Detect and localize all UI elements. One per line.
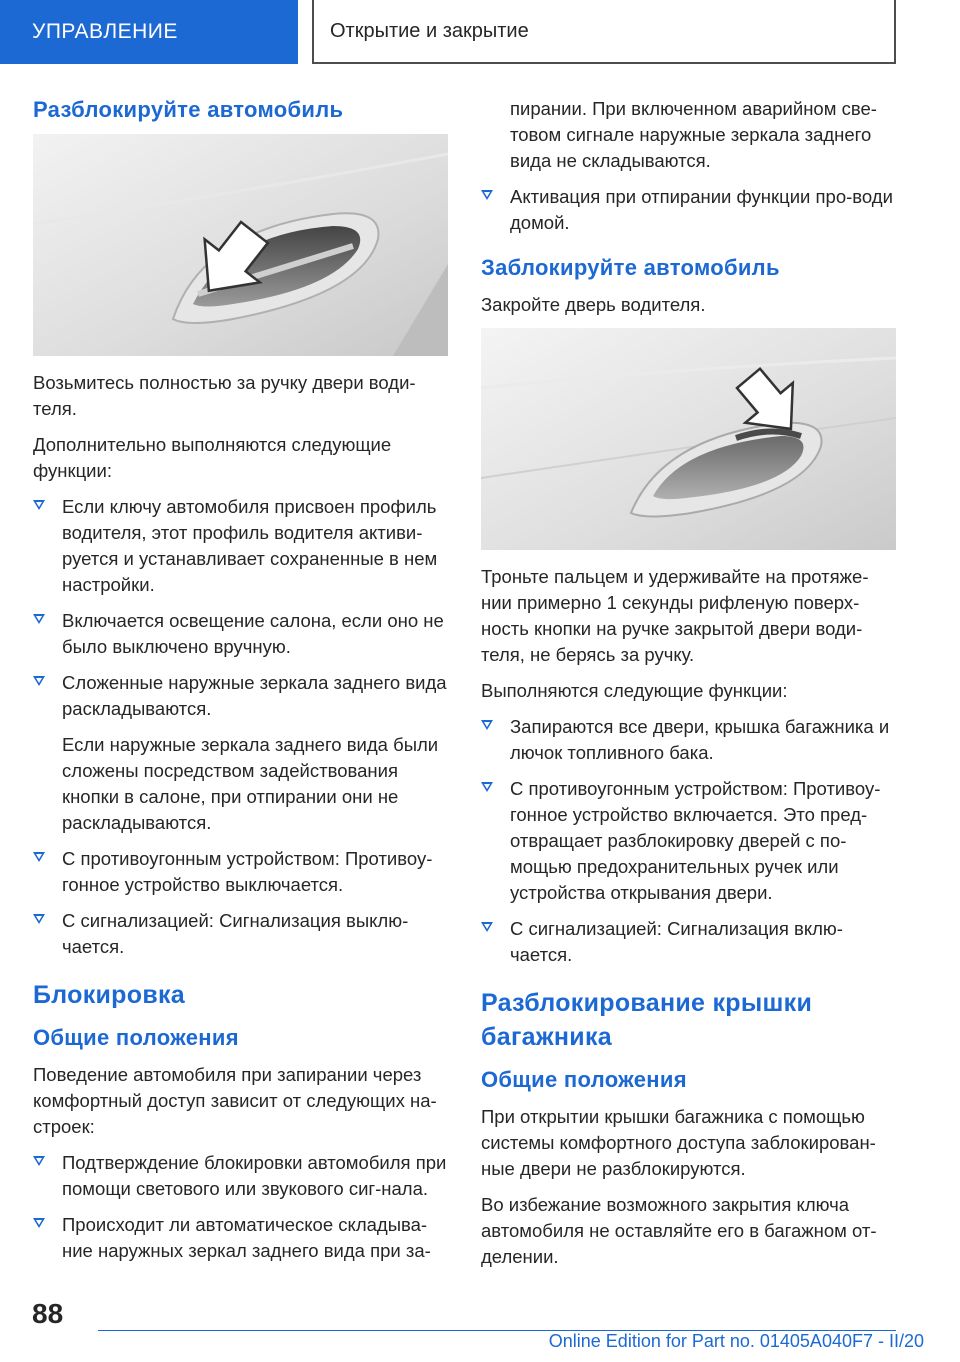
triangle-bullet-icon — [481, 782, 493, 792]
footer-edition: Online Edition for Part no. 01405A040F7 - II/20 — [548, 1331, 924, 1351]
heading-locking: Блокировка — [33, 981, 185, 1009]
heading-unlock: Разблокируйте автомобиль — [33, 97, 344, 122]
triangle-bullet-icon — [33, 614, 45, 624]
paragraph-trunk-1: При открытии крышки багажника с помощью системы комфортного доступа заблокирован-ные двери не разблокируются. — [481, 1106, 876, 1179]
heading-general: Общие положения — [481, 1067, 687, 1092]
door-handle-lock-image — [481, 328, 896, 550]
list-item: Включается освещение салона, если оно не было выключено вручную. — [33, 608, 448, 660]
list-item: С сигнализацией: Сигнализация выклю-чается. — [33, 908, 448, 960]
section-tab — [0, 0, 298, 64]
unlock-functions-list — [33, 494, 448, 722]
settings-list — [33, 1150, 448, 1264]
list-item: С противоугонным устройством: Противоу-гонное устройство включается. Это пред-отвращает разблокировку дверей с по-мощью предохранительных ручек или устройства открывания двери. — [481, 776, 896, 906]
list-item: Сложенные наружные зеркала заднего вида раскладываются. — [33, 670, 448, 722]
mirror-note: Если наружные зеркала заднего вида были сложены посредством задействования кнопки в салоне, при отпирании они не раскладываются. — [62, 734, 439, 833]
chapter-title-box — [312, 0, 896, 64]
list-item: Подтверждение блокировки автомобиля при помощи светового или звукового сиг-нала. — [33, 1150, 448, 1202]
chapter-title: Открытие и закрытие — [330, 19, 529, 42]
paragraph-trunk-2: Во избежание возможного закрытия ключа автомобиля не оставляйте его в багажном от-делении. — [481, 1194, 877, 1267]
paragraph-touch: Троньте пальцем и удерживайте на протяже-нии примерно 1 секунды рифленую поверх-ность кнопки на ручке закрытой двери води-теля, не берясь за ручку. — [481, 566, 869, 665]
home-list — [481, 184, 896, 236]
page-number: 88 — [32, 1298, 64, 1329]
list-item: Происходит ли автоматическое складыва-ние наружных зеркал заднего вида при за- — [33, 1212, 448, 1264]
triangle-bullet-icon — [481, 190, 493, 200]
triangle-bullet-icon — [33, 676, 45, 686]
unlock-functions-list-2 — [33, 846, 448, 960]
heading-lock-car: Заблокируйте автомобиль — [481, 255, 780, 280]
heading-trunk: Разблокирование крышки багажника — [481, 989, 813, 1051]
triangle-bullet-icon — [481, 720, 493, 730]
list-item: Если ключу автомобиля присвоен профиль водителя, этот профиль водителя активи-руется и устанавливает сохраненные в нем настройки. — [33, 494, 448, 598]
heading-general: Общие положения — [33, 1025, 239, 1050]
right-column — [481, 96, 896, 1280]
door-handle-unlock-image — [33, 134, 448, 356]
continued-text: пирании. При включенном аварийном све-товом сигнале наружные зеркала заднего вида не складываются. — [510, 98, 877, 171]
triangle-bullet-icon — [33, 1156, 45, 1166]
triangle-bullet-icon — [33, 500, 45, 510]
triangle-bullet-icon — [33, 852, 45, 862]
triangle-bullet-icon — [33, 1218, 45, 1228]
paragraph-functions: Выполняются следующие функции: — [481, 680, 788, 701]
left-column — [33, 96, 448, 1274]
list-item: Запираются все двери, крышка багажника и лючок топливного бака. — [481, 714, 896, 766]
list-item: С противоугонным устройством: Противоу-гонное устройство выключается. — [33, 846, 448, 898]
lock-functions-list — [481, 714, 896, 968]
paragraph-grip: Возьмитесь полностью за ручку двери води-теля. — [33, 372, 416, 419]
triangle-bullet-icon — [33, 914, 45, 924]
section-label: УПРАВЛЕНИЕ — [32, 20, 178, 43]
paragraph-behavior: Поведение автомобиля при запирании через комфортный доступ зависит от следующих на-строек: — [33, 1064, 437, 1137]
paragraph-functions: Дополнительно выполняются следующие функции: — [33, 434, 392, 481]
triangle-bullet-icon — [481, 922, 493, 932]
list-item: Активация при отпирании функции про-води домой. — [481, 184, 896, 236]
list-item: С сигнализацией: Сигнализация вклю-чается. — [481, 916, 896, 968]
paragraph-close-door: Закройте дверь водителя. — [481, 294, 706, 315]
